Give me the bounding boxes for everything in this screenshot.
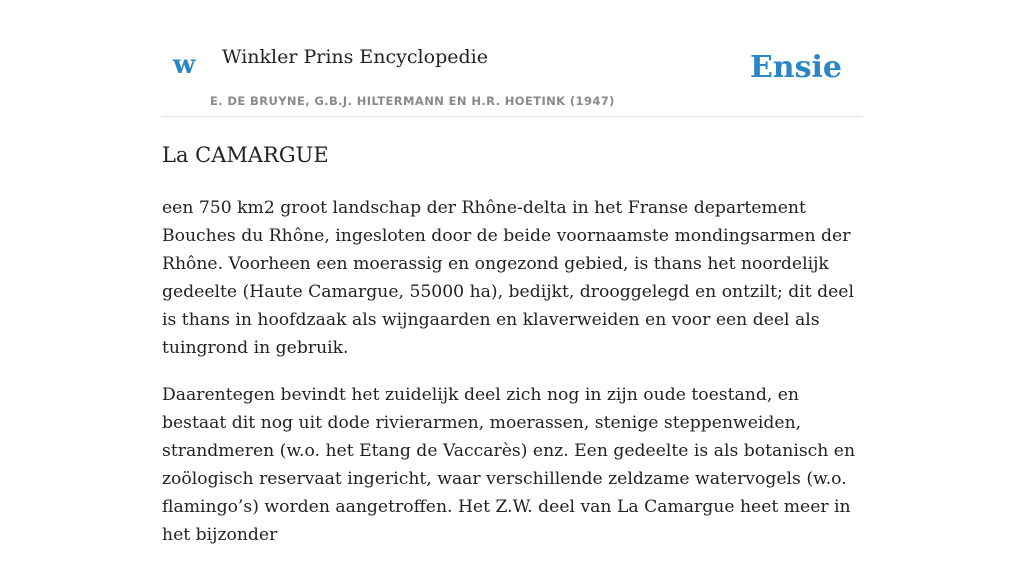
winkler-prins-logo[interactable]: w <box>173 50 196 80</box>
ensie-brand-logo[interactable]: Ensie <box>749 50 842 85</box>
publication-authors: E. DE BRUYNE, G.B.J. HILTERMANN EN H.R. HOETINK (1947) <box>210 94 615 108</box>
article-paragraph: Daarentegen bevindt het zuidelijk deel zich nog in zijn oude toestand, en bestaat dit nog uit dode rivierarmen, moerassen, stenige steppenweiden, strandmeren (w.o. het Etang de Vaccarès) enz. Een gedeelte is als botanisch en zoölogisch reservaat ingericht, waar verschillende zeldzame watervogels (w.o. flamingo’s) worden aangetroffen. Het Z.W. deel van La Camargue heet meer in het bijzonder <box>162 385 856 545</box>
article-paragraph: een 750 km2 groot landschap der Rhône-delta in het Franse departement Bouches du Rhône, ingesloten door de beide voornaamste mondingsarmen der Rhône. Voorheen een moerassig en ongezond gebied, is thans het noordelijk gedeelte (Haute Camargue, 55000 ha), bedijkt, drooggelegd en ontzilt; dit deel is thans in hoofdzaak als wijngaarden en klaverweiden en voor een deel als tuingrond in gebruik. <box>162 198 854 358</box>
article <box>162 140 862 568</box>
site-header <box>162 0 862 117</box>
article-title: La CAMARGUE <box>162 143 329 167</box>
publication-title[interactable]: Winkler Prins Encyclopedie <box>222 46 488 68</box>
